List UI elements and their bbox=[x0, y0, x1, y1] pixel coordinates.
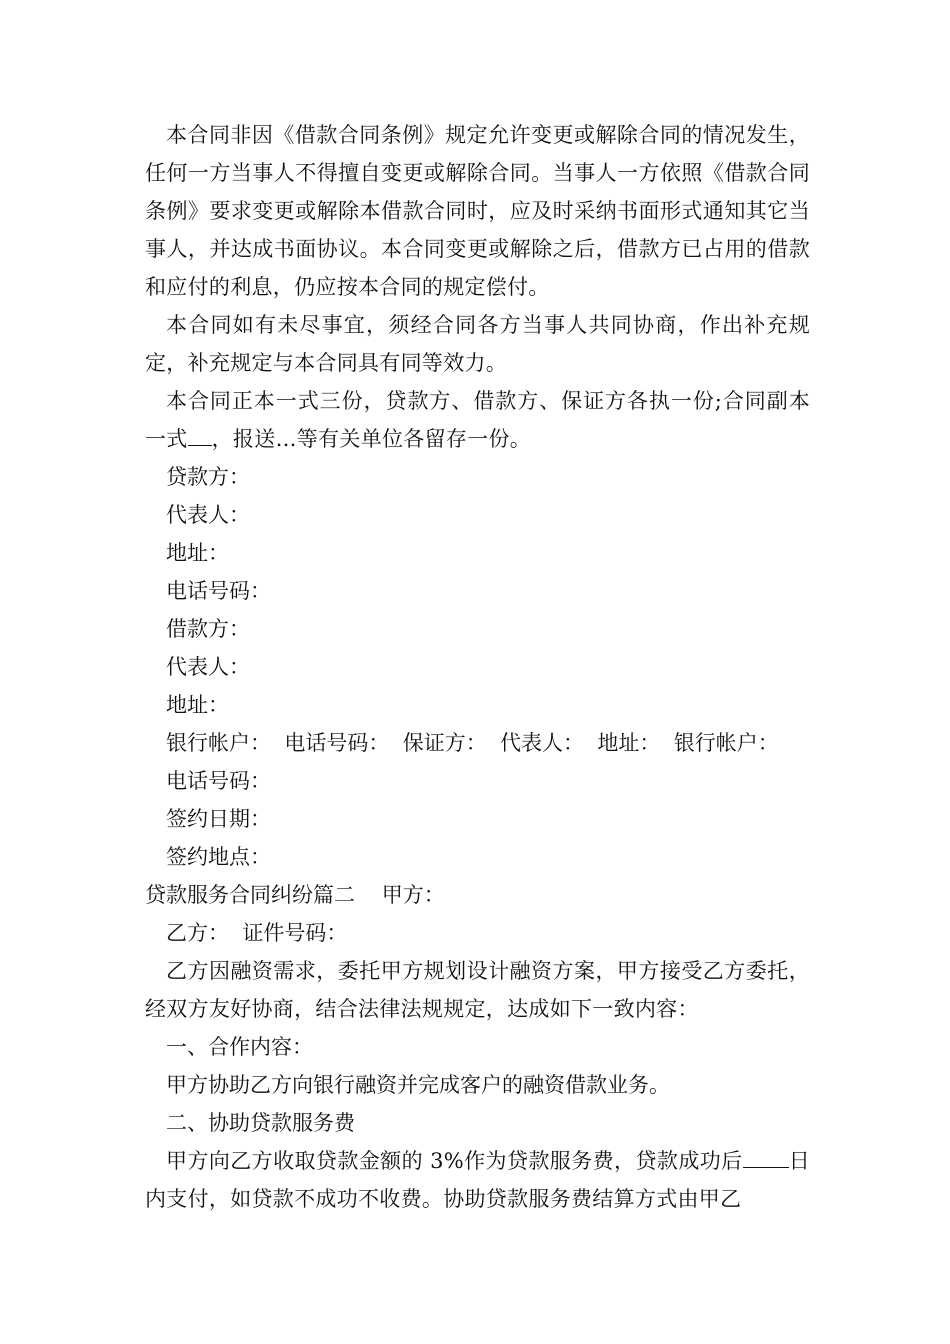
signing-date-label: 签约日期： bbox=[166, 807, 271, 831]
bank-account-guarantor-line: 银行帐户： 电话号码： 保证方： 代表人： 地址： 银行帐户： bbox=[166, 731, 779, 755]
item-one-title: 一、合作内容： bbox=[166, 1035, 313, 1059]
lender-label: 贷款方： bbox=[166, 465, 250, 489]
paragraph-supplementary-terms: 本合同如有未尽事宜，须经合同各方当事人共同协商，作出补充规定，补充规定与本合同具有同等效力。 bbox=[145, 313, 810, 375]
phone-label: 电话号码： bbox=[166, 769, 271, 793]
item-two-body bbox=[145, 1142, 810, 1218]
paragraph-copies bbox=[145, 382, 810, 458]
lender-phone-label: 电话号码： bbox=[166, 579, 271, 603]
item-one-body: 甲方协助乙方向银行融资并完成客户的融资借款业务。 bbox=[166, 1073, 670, 1097]
item-two-body-part1: 甲方向乙方收取贷款金额的 3%作为贷款服务费，贷款成功后 bbox=[166, 1149, 743, 1173]
blank-underline-days bbox=[743, 1147, 789, 1168]
paragraph-copies-part2: ，报送…等有关单位各留存一份。 bbox=[211, 427, 532, 451]
borrower-representative-label: 代表人： bbox=[166, 655, 250, 679]
document-body bbox=[145, 116, 810, 1218]
section-two-intro: 乙方因融资需求，委托甲方规划设计融资方案，甲方接受乙方委托，经双方友好协商，结合法律法规规定，达成如下一致内容： bbox=[145, 959, 810, 1021]
party-b-label: 乙方： 证件号码： bbox=[166, 921, 348, 945]
item-two-title: 二、协助贷款服务费 bbox=[166, 1111, 355, 1135]
lender-representative-label: 代表人： bbox=[166, 503, 250, 527]
lender-address-label: 地址： bbox=[166, 541, 229, 565]
borrower-label: 借款方： bbox=[166, 617, 250, 641]
blank-underline bbox=[188, 425, 212, 446]
paragraph-contract-modification: 本合同非因《借款合同条例》规定允许变更或解除合同的情况发生，任何一方当事人不得擅自变更或解除合同。当事人一方依照《借款合同条例》要求变更或解除本借款合同时，应及时采纳书面形式通知其它当事人，并达成书面协议。本合同变更或解除之后，借款方已占用的借款和应付的利息，仍应按本合同的规定偿付。 bbox=[145, 123, 810, 299]
section-two-heading: 贷款服务合同纠纷篇二 甲方： bbox=[145, 883, 445, 907]
paragraph-copies-part1: 本合同正本一式三份，贷款方、借款方、保证方各执一份;合同副本一式 bbox=[145, 389, 810, 451]
item-two-body-part2: 日内支付，如贷款不成功不收费。协助贷款服务费结算方式由甲乙 bbox=[145, 1149, 810, 1211]
borrower-address-label: 地址： bbox=[166, 693, 229, 717]
signing-place-label: 签约地点： bbox=[166, 845, 271, 869]
